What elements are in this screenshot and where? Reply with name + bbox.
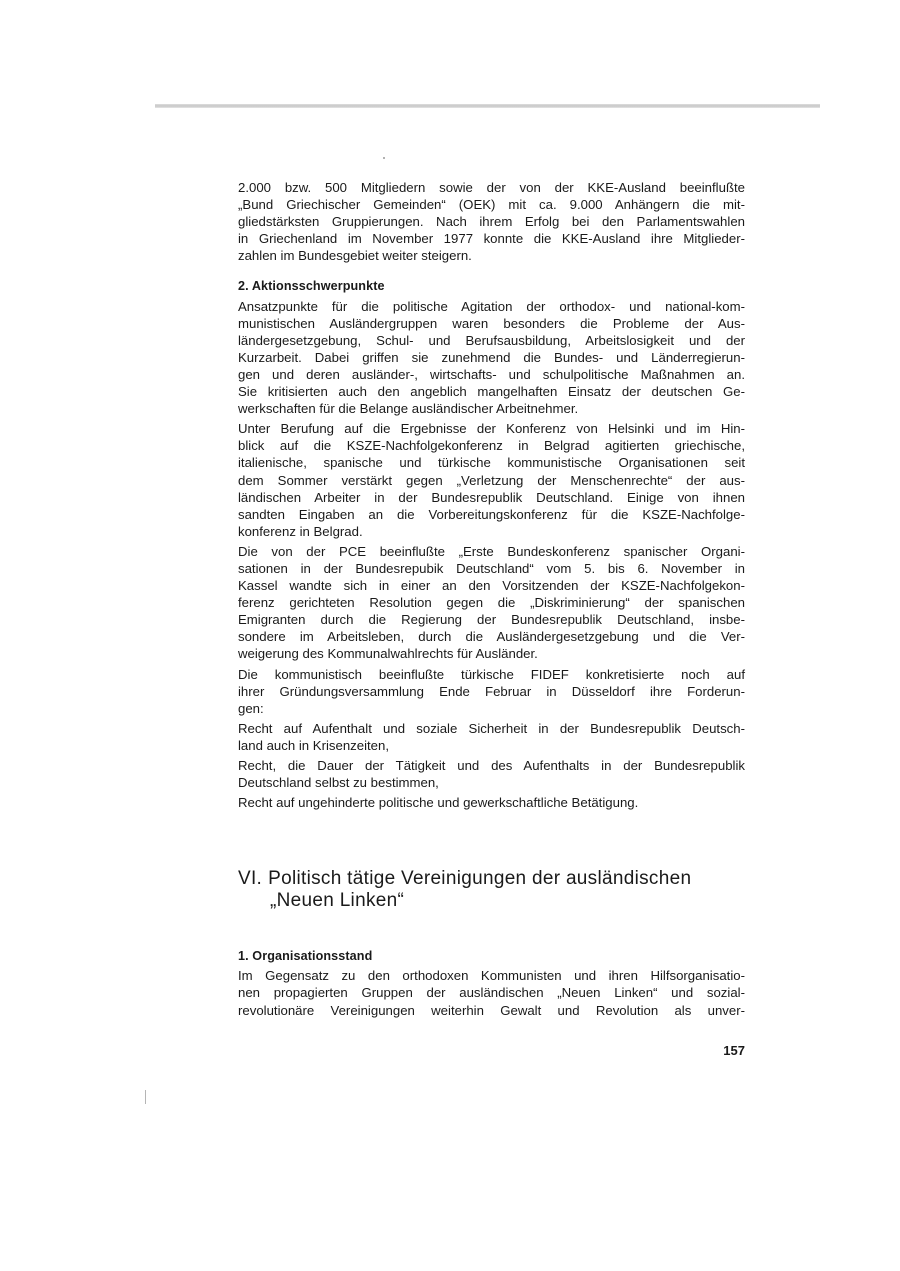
- paragraph-neue-linke: [238, 967, 745, 1018]
- text-line: Emigranten durch die Regierung der Bundesrepublik Deutschland, insbe-: [238, 612, 745, 628]
- text-line: werkschaften für die Belange ausländischer Arbeitnehmer.: [238, 401, 579, 417]
- text-line: revolutionäre Vereinigungen weiterhin Gewalt und Revolution als unver-: [238, 1002, 745, 1018]
- paragraph-helsinki: [238, 420, 745, 540]
- chapter-number: VI.: [238, 868, 263, 890]
- text-line: ländergesetzgebung, Schul- und Berufsausbildung, Arbeitslosigkeit und der: [238, 332, 745, 348]
- text-line: Recht auf ungehinderte politische und gewerkschaftliche Betätigung.: [238, 795, 639, 811]
- text-line: gen und deren ausländer-, wirtschafts- und schulpolitische Maßnahmen an.: [238, 366, 745, 382]
- spacer: [238, 267, 745, 278]
- text-line: dem Sommer verstärkt gegen „Verletzung der Menschenrechte“ der aus-: [238, 472, 745, 488]
- text-line: Recht auf Aufenthalt und soziale Sicherheit in der Bundesrepublik Deutsch-: [238, 720, 745, 736]
- demand-item-3: [238, 794, 745, 811]
- demand-item-2: [238, 757, 745, 791]
- text-line: italienische, spanische und türkische kommunistische Organisationen seit: [238, 455, 745, 471]
- chapter-heading: [238, 868, 745, 912]
- text-line: ihrer Gründungsversammlung Ende Februar in Düsseldorf ihre Forderun-: [238, 683, 745, 699]
- intro-paragraph: [238, 179, 745, 264]
- section-heading-aktionsschwerpunkte: 2. Aktionsschwerpunkte: [238, 279, 385, 294]
- text-line: munistischen Ausländergruppen waren besonders die Probleme der Aus-: [238, 315, 745, 331]
- text-line: blick auf die KSZE-Nachfolgekonferenz in Belgrad agitierten griechische,: [238, 438, 745, 454]
- text-line: Deutschland selbst zu bestimmen,: [238, 775, 439, 791]
- text-line: sationen in der Bundesrepubik Deutschland“ vom 5. bis 6. November in: [238, 560, 745, 576]
- text-line: gliedstärksten Gruppierungen. Nach ihrem Erfolg bei den Parlamentswahlen: [238, 214, 745, 230]
- text-line: 2.000 bzw. 500 Mitgliedern sowie der von der KKE-Ausland beeinflußte: [238, 180, 745, 195]
- paragraph-ansatzpunkte: [238, 298, 745, 418]
- text-line: land auch in Krisenzeiten,: [238, 737, 390, 753]
- text-line: nen propagierten Gruppen der ausländischen „Neuen Linken“ und sozial-: [238, 985, 745, 1001]
- scan-top-rule: [155, 104, 820, 108]
- scan-speck: [383, 157, 385, 159]
- text-line: sondere im Arbeitsleben, durch die Ausländergesetzgebung und die Ver-: [238, 629, 745, 645]
- text-line: Im Gegensatz zu den orthodoxen Kommunisten und ihren Hilfsorganisatio-: [238, 968, 745, 984]
- text-column: [238, 179, 745, 1022]
- text-line: konferenz in Belgrad.: [238, 523, 363, 539]
- paragraph-fidef: [238, 666, 745, 717]
- text-line: zahlen im Bundesgebiet weiter steigern.: [238, 248, 472, 264]
- spacer: [238, 814, 745, 868]
- text-line: Kurzarbeit. Dabei griffen sie zunehmend die Bundes- und Länderregierun-: [238, 349, 745, 365]
- text-line: Recht, die Dauer der Tätigkeit und des Aufenthalts in der Bundesrepublik: [238, 758, 745, 773]
- scan-margin-mark: [145, 1090, 146, 1104]
- chapter-title: Politisch tätige Vereinigungen der ausländischen: [268, 868, 692, 890]
- demand-item-1: [238, 720, 745, 754]
- text-line: Ansatzpunkte für die politische Agitation der orthodox- und national-kom-: [238, 298, 745, 314]
- text-line: ferenz gerichteten Resolution gegen die „Diskriminierung“ der spanischen: [238, 595, 745, 611]
- text-line: gen:: [238, 700, 264, 716]
- text-line: Die von der PCE beeinflußte „Erste Bundeskonferenz spanischer Organi-: [238, 543, 745, 559]
- text-line: Kassel wandte sich in einer an den Vorsitzenden der KSZE-Nachfolgekon-: [238, 578, 745, 594]
- text-line: sandten Eingaben an die Vorbereitungskonferenz für die KSZE-Nachfolge-: [238, 506, 745, 522]
- chapter-heading-line-2: „Neuen Linken“: [270, 890, 405, 912]
- text-line: in Griechenland im November 1977 konnte die KKE-Ausland ihre Mitglieder-: [238, 231, 745, 247]
- section-heading-organisationsstand: 1. Organisationsstand: [238, 949, 373, 964]
- text-line: „Bund Griechischer Gemeinden“ (OEK) mit ca. 9.000 Anhängern die mit-: [238, 197, 745, 213]
- chapter-heading-line-1: [238, 868, 745, 890]
- page-number: 157: [723, 1043, 745, 1058]
- text-line: Sie kritisierten auch den angeblich mangelhaften Einsatz der deutschen Ge-: [238, 384, 745, 400]
- text-line: weigerung des Kommunalwahlrechts für Ausländer.: [238, 646, 538, 662]
- text-line: Unter Berufung auf die Ergebnisse der Konferenz von Helsinki und im Hin-: [238, 421, 745, 437]
- text-line: ländischen Arbeiter in der Bundesrepublik Deutschland. Einige von ihnen: [238, 489, 745, 505]
- paragraph-pce: [238, 543, 745, 663]
- text-line: Die kommunistisch beeinflußte türkische FIDEF konkretisierte noch auf: [238, 666, 745, 682]
